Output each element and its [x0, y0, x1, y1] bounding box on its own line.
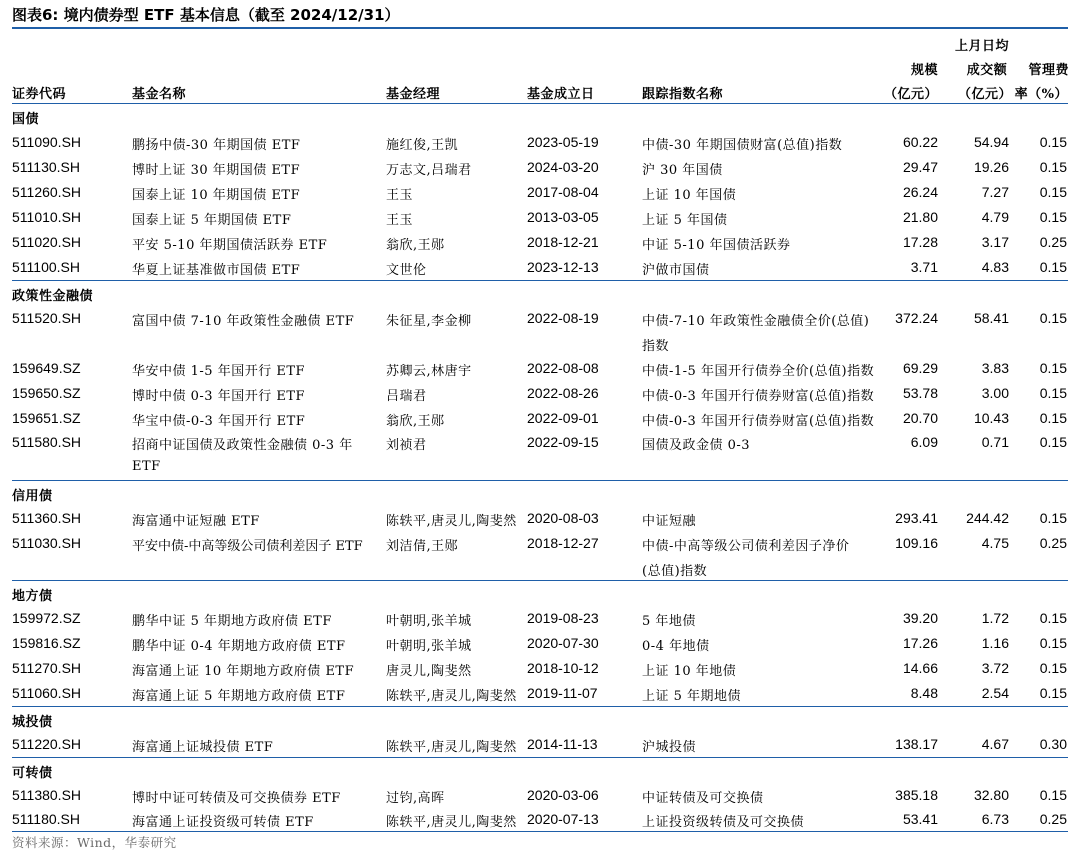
cell-size: 14.66 [902, 660, 938, 676]
cell-manager: 陈轶平,唐灵儿,陶斐然 [386, 514, 517, 529]
cell-size: 372.24 [895, 310, 938, 326]
cell-name: 博时中证可转债及可交换债券 ETF [132, 791, 341, 806]
cell-name: 国泰上证 10 年期国债 ETF [132, 188, 301, 203]
cell-name: 海富通中证短融 ETF [132, 514, 260, 529]
section-title-policy-bank: 政策性金融债 [12, 289, 94, 304]
cell-name: 海富通上证 10 年期地方政府债 ETF [132, 664, 355, 679]
header-size-line2: （亿元） [883, 87, 938, 102]
header-manager: 基金经理 [386, 87, 441, 102]
cell-date: 2023-12-13 [527, 259, 599, 275]
cell-size: 8.48 [910, 685, 938, 701]
cell-index: 上证 5 年期地债 [642, 689, 742, 704]
cell-manager: 王玉 [386, 188, 414, 203]
cell-code: 511270.SH [12, 660, 82, 676]
cell-volume: 6.73 [981, 811, 1009, 827]
cell-manager: 苏卿云,林唐宇 [386, 364, 472, 379]
section-rule [12, 280, 1068, 281]
cell-code: 159972.SZ [12, 610, 81, 626]
cell-index: 中债-0-3 年国开行债券财富(总值)指数 [642, 389, 875, 404]
cell-name-line2: ETF [132, 459, 161, 474]
cell-index: 中债-中高等级公司债利差因子净价 [642, 539, 850, 554]
cell-size: 39.20 [902, 610, 938, 626]
section-title-treasury: 国债 [12, 112, 40, 127]
header-fee-line1: 管理费 [1028, 63, 1069, 78]
table-bottom-rule [12, 831, 1068, 832]
cell-manager: 叶朝明,张羊城 [386, 639, 472, 654]
cell-code: 511030.SH [12, 535, 82, 551]
cell-code: 159650.SZ [12, 385, 81, 401]
section-rule [12, 706, 1068, 707]
cell-date: 2020-03-06 [527, 787, 599, 803]
header-row-3 [12, 83, 1068, 103]
cell-code: 511010.SH [12, 209, 82, 225]
cell-fee: 0.25 [1039, 811, 1067, 827]
cell-size: 138.17 [895, 736, 938, 752]
cell-fee: 0.15 [1039, 360, 1067, 376]
section-title-convertible: 可转债 [12, 766, 53, 781]
cell-fee: 0.15 [1039, 787, 1067, 803]
cell-code: 511520.SH [12, 310, 82, 326]
cell-size: 60.22 [902, 134, 938, 150]
cell-index: 沪做市国债 [642, 263, 710, 278]
cell-date: 2024-03-20 [527, 159, 599, 175]
cell-date: 2023-05-19 [527, 134, 599, 150]
cell-fee: 0.15 [1039, 510, 1067, 526]
cell-fee: 0.15 [1039, 259, 1067, 275]
cell-code: 159816.SZ [12, 635, 81, 651]
cell-code: 511020.SH [12, 234, 82, 250]
cell-manager: 陈轶平,唐灵儿,陶斐然 [386, 740, 517, 755]
cell-fee: 0.15 [1039, 385, 1067, 401]
header-name: 基金名称 [132, 87, 187, 102]
cell-name: 平安中债-中高等级公司债利差因子 ETF [132, 539, 363, 554]
cell-name: 华安中债 1-5 年国开行 ETF [132, 364, 306, 379]
header-rule [12, 103, 1068, 104]
cell-volume: 0.71 [981, 434, 1009, 450]
cell-index: 中债-0-3 年国开行债券财富(总值)指数 [642, 414, 875, 429]
cell-fee: 0.25 [1039, 234, 1067, 250]
cell-name: 鹏华中证 5 年期地方政府债 ETF [132, 614, 332, 629]
cell-size: 3.71 [910, 259, 938, 275]
cell-code: 159649.SZ [12, 360, 81, 376]
cell-index: 国债及政金债 0-3 [642, 438, 751, 453]
cell-size: 293.41 [895, 510, 938, 526]
cell-fee: 0.15 [1039, 310, 1067, 326]
cell-index: 沪城投债 [642, 740, 697, 755]
cell-volume: 7.27 [981, 184, 1009, 200]
source-note: 资料来源：Wind，华泰研究 [12, 835, 177, 850]
cell-fee: 0.15 [1039, 184, 1067, 200]
section-title-urban-investment: 城投债 [12, 715, 53, 730]
cell-size: 29.47 [902, 159, 938, 175]
cell-volume: 4.83 [981, 259, 1009, 275]
cell-fee: 0.15 [1039, 410, 1067, 426]
cell-index: 上证 5 年国债 [642, 213, 728, 228]
cell-fee: 0.15 [1039, 134, 1067, 150]
cell-date: 2018-12-21 [527, 234, 599, 250]
cell-date: 2022-09-01 [527, 410, 599, 426]
cell-name: 富国中债 7-10 年政策性金融债 ETF [132, 314, 355, 329]
cell-size: 53.41 [902, 811, 938, 827]
cell-date: 2018-10-12 [527, 660, 599, 676]
cell-fee: 0.30 [1039, 736, 1067, 752]
cell-fee: 0.15 [1039, 159, 1067, 175]
cell-code: 511580.SH [12, 434, 82, 450]
cell-name: 海富通上证 5 年期地方政府债 ETF [132, 689, 346, 704]
cell-index: 中债-1-5 年国开行债券全价(总值)指数 [642, 364, 875, 379]
cell-fee: 0.15 [1039, 685, 1067, 701]
cell-date: 2022-08-19 [527, 310, 599, 326]
cell-code: 511380.SH [12, 787, 82, 803]
header-volume-line1: 上月日均 [954, 39, 1009, 54]
cell-date: 2017-08-04 [527, 184, 599, 200]
cell-name: 博时中债 0-3 年国开行 ETF [132, 389, 306, 404]
cell-name: 博时上证 30 年期国债 ETF [132, 163, 301, 178]
cell-date: 2019-11-07 [527, 685, 598, 701]
cell-date: 2020-07-30 [527, 635, 599, 651]
cell-code: 511100.SH [12, 259, 80, 275]
cell-volume: 2.54 [981, 685, 1009, 701]
cell-index: 沪 30 年国债 [642, 163, 723, 178]
section-rule [12, 580, 1068, 581]
cell-date: 2019-08-23 [527, 610, 599, 626]
cell-fee: 0.15 [1039, 635, 1067, 651]
section-title-credit: 信用债 [12, 489, 53, 504]
cell-index: 上证 10 年地债 [642, 664, 737, 679]
header-volume-line2: 成交额 [966, 63, 1008, 78]
cell-name: 平安 5-10 年期国债活跃券 ETF [132, 238, 328, 253]
cell-manager: 唐灵儿,陶斐然 [386, 664, 472, 679]
cell-code: 511360.SH [12, 510, 82, 526]
cell-index: 中证短融 [642, 514, 697, 529]
cell-volume: 1.72 [981, 610, 1009, 626]
cell-date: 2022-09-15 [527, 434, 599, 450]
cell-size: 17.26 [902, 635, 938, 651]
cell-manager: 陈轶平,唐灵儿,陶斐然 [386, 689, 517, 704]
section-rule [12, 757, 1068, 758]
cell-name: 海富通上证投资级可转债 ETF [132, 815, 314, 830]
header-code: 证券代码 [12, 87, 67, 102]
cell-fee: 0.15 [1039, 610, 1067, 626]
cell-manager: 施红俊,王凯 [386, 138, 459, 153]
cell-index: 上证 10 年国债 [642, 188, 737, 203]
section-rule [12, 480, 1068, 481]
cell-index: 中债-30 年期国债财富(总值)指数 [642, 138, 843, 153]
cell-index: 中证 5-10 年国债活跃券 [642, 238, 791, 253]
cell-size: 6.09 [910, 434, 938, 450]
cell-fee: 0.25 [1039, 535, 1067, 551]
header-fee-line2: 率（%） [1014, 87, 1068, 102]
cell-volume: 4.79 [981, 209, 1009, 225]
cell-code: 511090.SH [12, 134, 82, 150]
cell-date: 2022-08-26 [527, 385, 599, 401]
cell-volume: 58.41 [973, 310, 1009, 326]
cell-manager: 翁欣,王郧 [386, 238, 445, 253]
cell-code: 511180.SH [12, 811, 80, 827]
header-inception: 基金成立日 [527, 87, 595, 102]
cell-manager: 吕瑞君 [386, 389, 427, 404]
page-title: 图表6: 境内债券型 ETF 基本信息（截至 2024/12/31） [12, 6, 400, 24]
cell-manager: 翁欣,王郧 [386, 414, 445, 429]
cell-size: 109.16 [895, 535, 938, 551]
cell-size: 21.80 [902, 209, 938, 225]
cell-volume: 3.17 [981, 234, 1009, 250]
cell-name: 海富通上证城投债 ETF [132, 740, 274, 755]
cell-volume: 3.72 [981, 660, 1009, 676]
cell-size: 53.78 [902, 385, 938, 401]
cell-manager: 叶朝明,张羊城 [386, 614, 472, 629]
cell-name: 国泰上证 5 年期国债 ETF [132, 213, 292, 228]
cell-manager: 刘祯君 [386, 438, 427, 453]
cell-fee: 0.15 [1039, 434, 1067, 450]
cell-index: 上证投资级转债及可交换债 [642, 815, 805, 830]
cell-date: 2018-12-27 [527, 535, 599, 551]
cell-name: 招商中证国债及政策性金融债 0-3 年 [132, 438, 353, 453]
cell-date: 2020-08-03 [527, 510, 599, 526]
cell-manager: 万志文,吕瑞君 [386, 163, 472, 178]
cell-manager: 陈轶平,唐灵儿,陶斐然 [386, 815, 517, 830]
cell-volume: 19.26 [973, 159, 1009, 175]
cell-name: 鹏扬中债-30 年期国债 ETF [132, 138, 301, 153]
cell-manager: 过钧,高晖 [386, 791, 445, 806]
cell-size: 69.29 [902, 360, 938, 376]
cell-manager: 朱征星,李金柳 [386, 314, 472, 329]
cell-volume: 4.75 [981, 535, 1009, 551]
section-title-local-gov: 地方债 [12, 589, 53, 604]
cell-index: 中债-7-10 年政策性金融债全价(总值) [642, 314, 870, 329]
cell-index-line2: (总值)指数 [642, 564, 708, 579]
header-row-1 [12, 35, 1068, 55]
cell-manager: 王玉 [386, 213, 414, 228]
cell-name: 华宝中债-0-3 年国开行 ETF [132, 414, 306, 429]
cell-name: 华夏上证基准做市国债 ETF [132, 263, 301, 278]
cell-code: 159651.SZ [12, 410, 81, 426]
cell-index-line2: 指数 [642, 339, 670, 354]
cell-volume: 3.83 [981, 360, 1009, 376]
cell-index: 5 年地债 [642, 614, 696, 629]
cell-volume: 10.43 [973, 410, 1009, 426]
cell-volume: 32.80 [973, 787, 1009, 803]
cell-size: 385.18 [895, 787, 938, 803]
cell-volume: 1.16 [981, 635, 1009, 651]
header-size-line1: 规模 [910, 63, 938, 78]
cell-code: 511060.SH [12, 685, 82, 701]
cell-date: 2014-11-13 [527, 736, 598, 752]
cell-date: 2020-07-13 [527, 811, 599, 827]
cell-volume: 4.67 [981, 736, 1009, 752]
cell-manager: 刘洁倩,王郧 [386, 539, 459, 554]
cell-size: 20.70 [902, 410, 938, 426]
cell-volume: 54.94 [973, 134, 1009, 150]
cell-date: 2022-08-08 [527, 360, 599, 376]
cell-size: 26.24 [902, 184, 938, 200]
cell-manager: 文世伦 [386, 263, 427, 278]
cell-code: 511260.SH [12, 184, 82, 200]
header-index: 跟踪指数名称 [642, 87, 724, 102]
cell-size: 17.28 [902, 234, 938, 250]
cell-code: 511220.SH [12, 736, 82, 752]
cell-date: 2013-03-05 [527, 209, 599, 225]
cell-code: 511130.SH [12, 159, 80, 175]
header-row-2 [12, 59, 1068, 79]
cell-index: 0-4 年地债 [642, 639, 710, 654]
cell-name: 鹏华中证 0-4 年期地方政府债 ETF [132, 639, 346, 654]
cell-volume: 244.42 [966, 510, 1009, 526]
cell-volume: 3.00 [981, 385, 1009, 401]
cell-index: 中证转债及可交换债 [642, 791, 764, 806]
cell-fee: 0.15 [1039, 660, 1067, 676]
cell-fee: 0.15 [1039, 209, 1067, 225]
header-volume-line3: （亿元） [957, 87, 1012, 102]
